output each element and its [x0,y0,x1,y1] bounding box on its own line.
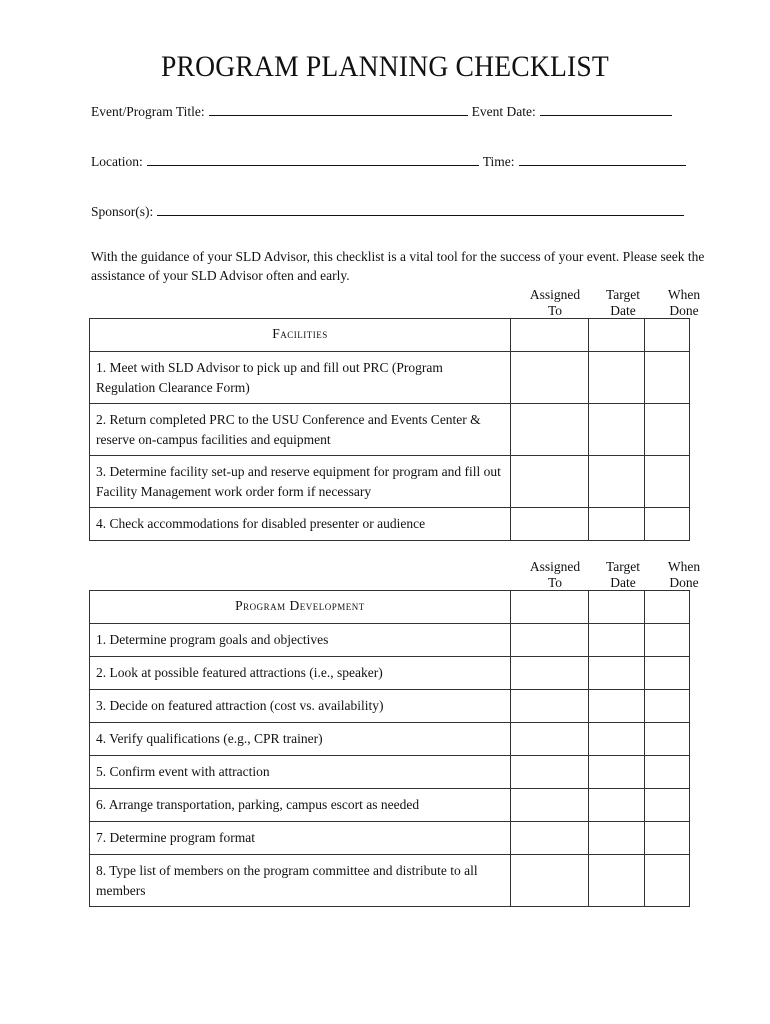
done-cell[interactable] [645,319,690,352]
facilities-table [89,318,690,541]
sponsor-label: Sponsor(s): [91,204,154,219]
table-row [90,723,690,756]
assigned-cell[interactable] [511,723,589,756]
sponsor-field[interactable] [157,204,684,216]
target-cell[interactable] [589,404,645,456]
done-cell[interactable] [645,352,690,404]
task-label: 2. Return completed PRC to the USU Conference and Events Center & reserve on-campus facilities and equipment [96,412,481,447]
done-cell[interactable] [645,723,690,756]
target-cell[interactable] [589,319,645,352]
target-cell[interactable] [589,456,645,508]
table-row [90,624,690,657]
done-cell[interactable] [645,756,690,789]
assigned-cell[interactable] [511,624,589,657]
table-row [90,404,690,456]
done-cell[interactable] [645,404,690,456]
target-cell[interactable] [589,756,645,789]
col-head-when: When Done [667,559,701,590]
assigned-cell[interactable] [511,657,589,690]
done-cell[interactable] [645,690,690,723]
col-head-when: When Done [667,287,701,318]
task-label: 3. Determine facility set-up and reserve equipment for program and fill out Facility Management work order form if necessary [96,464,501,499]
done-cell[interactable] [645,624,690,657]
task-label: 5. Confirm event with attraction [96,764,270,779]
task-label: 1. Determine program goals and objectives [96,632,329,647]
target-cell[interactable] [589,690,645,723]
done-cell[interactable] [645,456,690,508]
target-cell[interactable] [589,352,645,404]
target-cell[interactable] [589,789,645,822]
target-cell[interactable] [589,508,645,541]
col-head-target: Target Date [605,559,641,590]
task-label: 6. Arrange transportation, parking, campus escort as needed [96,797,420,812]
done-cell[interactable] [645,855,690,907]
page-title: PROGRAM PLANNING CHECKLIST [161,50,609,83]
col-head-target: Target Date [605,287,641,318]
event-title-row [91,104,676,120]
target-cell[interactable] [589,723,645,756]
facilities-heading: Facilities [90,319,511,352]
col-head-assigned: Assigned To [529,559,581,590]
table-row [90,352,690,404]
table-row [90,855,690,907]
target-cell[interactable] [589,657,645,690]
event-title-field[interactable] [209,104,468,116]
event-date-label: Event Date: [471,104,536,119]
task-label: 4. Verify qualifications (e.g., CPR trainer) [96,731,323,746]
assigned-cell[interactable] [511,404,589,456]
task-label: 8. Type list of members on the program committee and distribute to all members [96,863,478,898]
table-row [90,690,690,723]
program-development-table [89,590,690,907]
assigned-cell[interactable] [511,456,589,508]
done-cell[interactable] [645,822,690,855]
task-label: 7. Determine program format [96,830,255,845]
table-row [90,789,690,822]
assigned-cell[interactable] [511,822,589,855]
location-row [91,154,690,170]
assigned-cell[interactable] [511,756,589,789]
target-cell[interactable] [589,822,645,855]
sponsor-row [91,204,688,220]
table-row [90,456,690,508]
table-row [90,756,690,789]
table-row [90,508,690,541]
assigned-cell[interactable] [511,352,589,404]
target-cell[interactable] [589,855,645,907]
event-title-label: Event/Program Title: [91,104,205,119]
location-label: Location: [91,154,143,169]
task-label: 1. Meet with SLD Advisor to pick up and fill out PRC (Program Regulation Clearance Form) [96,360,443,395]
target-cell[interactable] [589,624,645,657]
program-development-heading-row [90,591,690,624]
done-cell[interactable] [645,789,690,822]
facilities-heading-row [90,319,690,352]
assigned-cell[interactable] [511,591,589,624]
assigned-cell[interactable] [511,319,589,352]
col-head-assigned: Assigned To [529,287,581,318]
time-field[interactable] [519,154,686,166]
assigned-cell[interactable] [511,855,589,907]
task-label: 2. Look at possible featured attractions (i.e., speaker) [96,665,383,680]
intro-text: With the guidance of your SLD Advisor, this checklist is a vital tool for the success of your event. Please seek the assistance of your SLD Advisor often and early. [91,249,705,283]
task-label: 4. Check accommodations for disabled presenter or audience [96,516,426,531]
event-date-field[interactable] [540,104,672,116]
target-cell[interactable] [589,591,645,624]
table-row [90,822,690,855]
assigned-cell[interactable] [511,789,589,822]
done-cell[interactable] [645,591,690,624]
assigned-cell[interactable] [511,690,589,723]
task-label: 3. Decide on featured attraction (cost vs. availability) [96,698,384,713]
table-row [90,657,690,690]
program-development-heading: Program Development [90,591,511,624]
location-field[interactable] [147,154,479,166]
done-cell[interactable] [645,508,690,541]
time-label: Time: [482,154,515,169]
done-cell[interactable] [645,657,690,690]
assigned-cell[interactable] [511,508,589,541]
